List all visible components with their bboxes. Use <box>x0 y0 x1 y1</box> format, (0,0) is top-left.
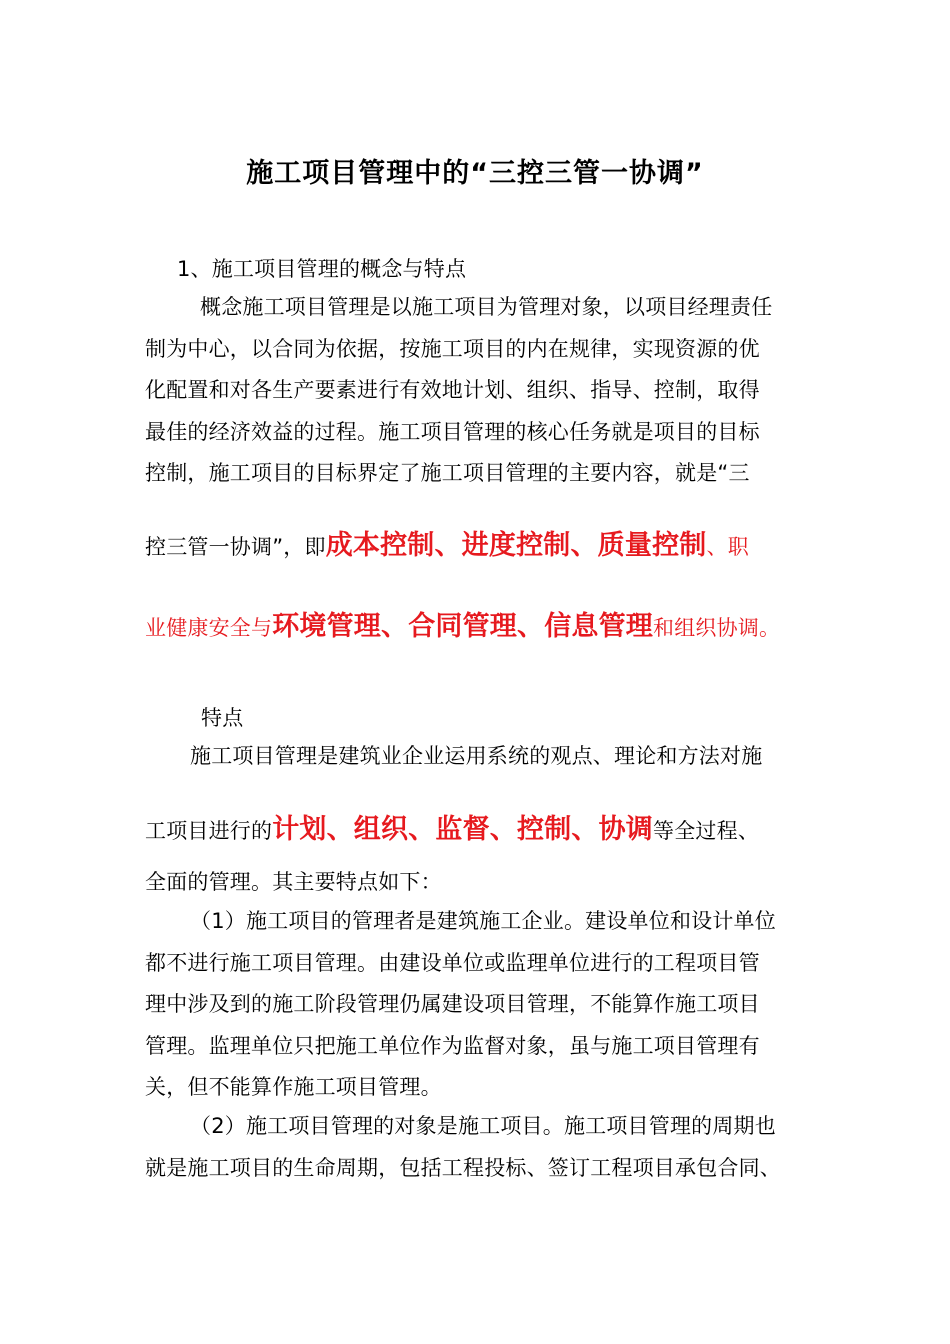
paragraph-line: 施工项目管理是建筑业企业运用系统的观点、理论和方法对施 <box>190 744 763 768</box>
document-title: 施工项目管理中的“三控三管一协调” <box>246 158 704 189</box>
paragraph-line: 全面的管理。其主要特点如下： <box>145 870 442 894</box>
paragraph-line-highlight <box>145 613 780 640</box>
paragraph-line: （2）施工项目管理的对象是施工项目。施工项目管理的周期也 <box>190 1114 776 1138</box>
paragraph-line: 管理。监理单位只把施工单位作为监督对象，虽与施工项目管理有 <box>145 1034 760 1058</box>
paragraph-line: 化配置和对各生产要素进行有效地计划、组织、指导、控制，取得 <box>145 378 760 402</box>
paragraph-line-highlight <box>145 816 759 843</box>
section-heading: 1、施工项目管理的概念与特点 <box>177 257 467 281</box>
line-text: 工项目进行的 <box>145 819 273 843</box>
paragraph-line: 关，但不能算作施工项目管理。 <box>145 1075 442 1099</box>
highlight-text: 环境管理、合同管理、信息管理 <box>272 611 654 642</box>
line-text: 等全过程、 <box>653 819 760 843</box>
paragraph-line: 概念施工项目管理是以施工项目为管理对象，以项目经理责任 <box>200 295 773 319</box>
paragraph-line: 制为中心，以合同为依据，按施工项目的内在规律，实现资源的优 <box>145 337 760 361</box>
line-text: 控三管一协调”，即 <box>145 535 326 559</box>
paragraph-line: 都不进行施工项目管理。由建设单位或监理单位进行的工程项目管 <box>145 951 760 975</box>
red-text: 业健康安全与 <box>145 616 273 640</box>
highlight-text: 成本控制、进度控制、质量控制 <box>325 530 707 561</box>
paragraph-line: （1）施工项目的管理者是建筑施工企业。建设单位和设计单位 <box>190 909 776 933</box>
section-heading: 特点 <box>201 706 244 730</box>
red-text: 、职 <box>706 535 749 559</box>
red-text: 和组织协调。 <box>653 616 781 640</box>
paragraph-line: 就是施工项目的生命周期，包括工程投标、签订工程项目承包合同、 <box>145 1156 781 1180</box>
paragraph-line: 最佳的经济效益的过程。施工项目管理的核心任务就是项目的目标 <box>145 420 760 444</box>
highlight-text: 计划、组织、监督、控制、协调 <box>272 814 654 845</box>
paragraph-line: 理中涉及到的施工阶段管理仍属建设项目管理，不能算作施工项目 <box>145 992 760 1016</box>
paragraph-line-highlight <box>145 532 749 559</box>
paragraph-line: 控制，施工项目的目标界定了施工项目管理的主要内容，就是“三 <box>145 461 750 485</box>
